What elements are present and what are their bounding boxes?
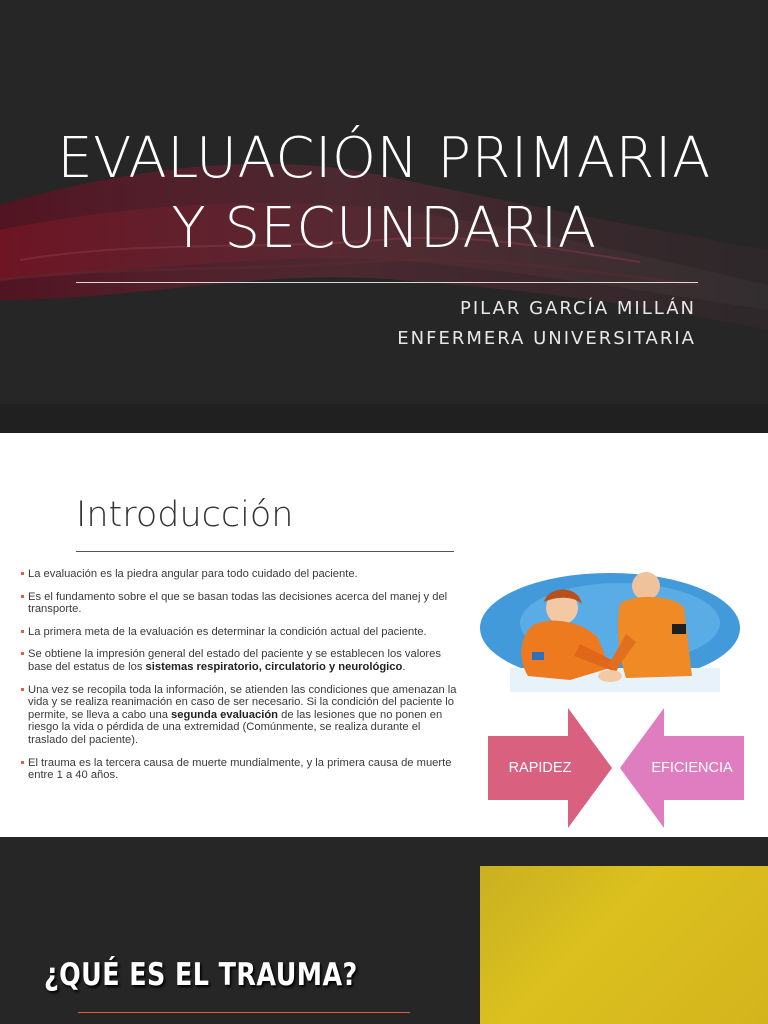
arrow-label: RAPIDEZ [508,760,572,776]
title-line-1: EVALUACIÓN PRIMARIA [57,126,711,191]
eficiencia-arrow [620,708,744,828]
bullet-text: Una vez se recopila toda la información, se atienden las condiciones que amenazan la vida y se realiza reanimación en caso de ser necesario. Si la condición del paciente lo permite, se lleva a cabo una [28,683,457,721]
bullet-item [22,757,462,782]
title-divider [76,282,698,283]
title-divider [78,1012,410,1013]
paramedics-illustration [470,568,742,701]
slide-title: ¿QUÉ ES EL TRAUMA? [44,957,358,993]
author-name: PILAR GARCÍA MILLÁN [459,298,696,319]
presentation-title [0,124,768,264]
bullet-emphasis: sistemas respiratorio, circulatorio y neurológico [145,660,403,673]
bullet-emphasis: segunda evaluación [171,708,278,721]
bullet-item [22,684,462,747]
bullet-text: La evaluación es la piedra angular para todo cuidado del paciente. [28,568,358,580]
rapidez-arrow [488,708,612,828]
bullet-item [22,591,462,616]
bullet-text: Es el fundamento sobre el que se basan todas las decisiones acerca del manej y del transporte. [28,590,448,616]
bullet-text: de las lesiones que no ponen en riesgo la vida o pérdida de una extremidad (Comúnmente, se realiza durante el traslado del paciente). [28,708,443,746]
slide-title: Introducción [76,495,294,535]
bullet-item [22,626,462,639]
bullet-list [22,568,462,792]
bullet-text: El trauma es la tercera causa de muerte mundialmente, y la primera causa de muerte entre 1 a 40 años. [28,756,452,782]
bullet-text: . [402,660,406,673]
bullet-item [22,568,462,581]
title-slide [0,0,768,404]
slide-separator [0,404,768,433]
arrow-label: EFICIENCIA [651,760,733,776]
bullet-text: La primera meta de la evaluación es determinar la condición actual del paciente. [28,625,427,638]
author-role: ENFERMERA UNIVERSITARIA [397,328,696,349]
bullet-item [22,648,462,673]
presentation-subtitle [397,294,696,354]
bullet-text: Se obtiene la impresión general del estado del paciente y se establecen los valores base del estatus de los [28,648,441,673]
introduction-slide [0,433,768,837]
yellow-panel [480,866,768,1024]
trauma-slide [0,837,768,1024]
title-divider [76,551,454,552]
title-line-2: Y SECUNDARIA [171,196,597,261]
